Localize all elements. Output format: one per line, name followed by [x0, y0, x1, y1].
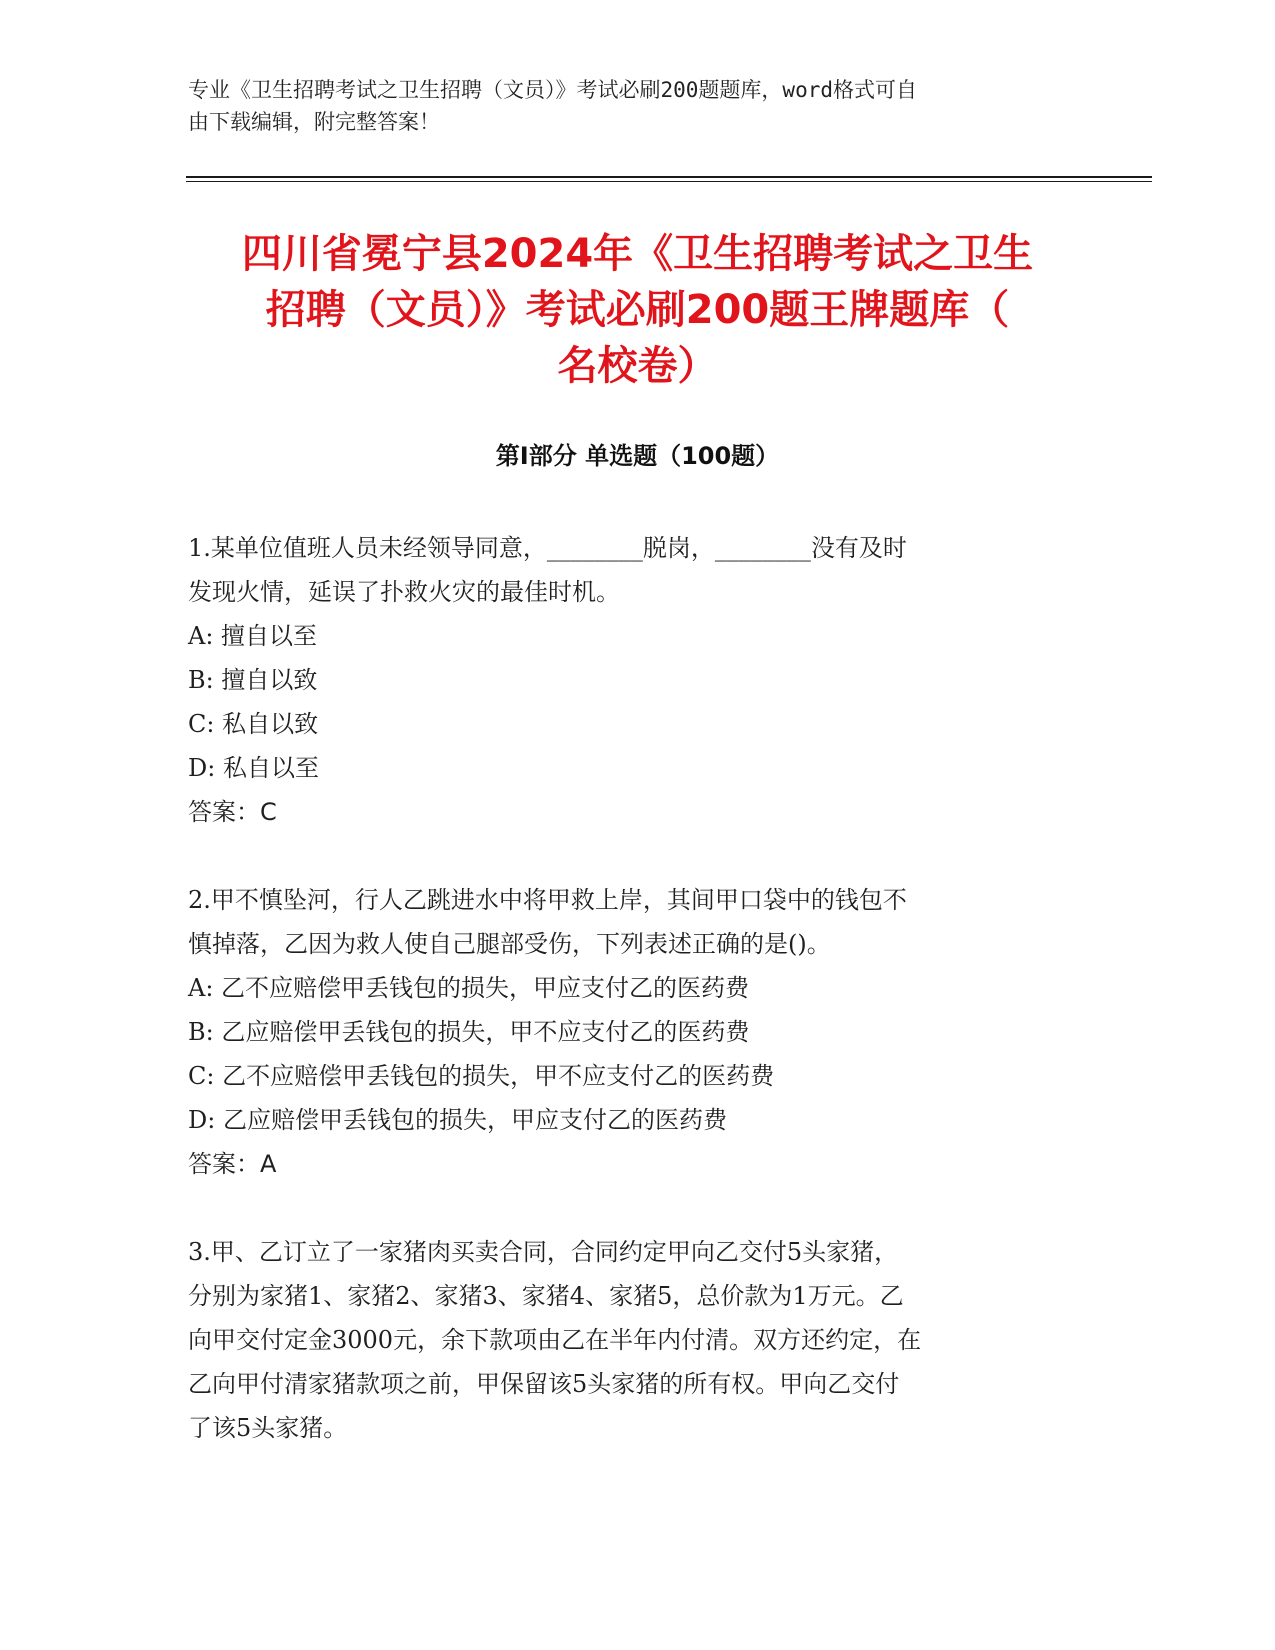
question-stem-line: 2.甲不慎坠河，行人乙跳进水中将甲救上岸，其间甲口袋中的钱包不: [188, 886, 907, 914]
question-stem-line: 分别为家猪1、家猪2、家猪3、家猪4、家猪5，总价款为1万元。乙: [188, 1282, 904, 1310]
header-divider-thick: [186, 176, 1152, 178]
question-list: [188, 526, 1088, 1494]
option-c: C: 乙不应赔偿甲丢钱包的损失，甲不应支付乙的医药费: [188, 1062, 775, 1090]
intro-text: [188, 74, 1088, 138]
option-d: D: 私自以至: [188, 754, 319, 782]
section-heading: 第Ⅰ部分 单选题（100题）: [495, 442, 780, 470]
answer-line: 答案：A: [188, 1150, 277, 1178]
title-line: 招聘（文员）》考试必刷200题王牌题库（: [265, 287, 1010, 333]
title-line: 四川省冕宁县2024年《卫生招聘考试之卫生: [241, 231, 1034, 277]
intro-line: 由下载编辑，附完整答案！: [188, 110, 440, 134]
title-line: 名校卷）: [557, 343, 718, 389]
question-stem-line: 3.甲、乙订立了一家猪肉买卖合同，合同约定甲向乙交付5头家猪，: [188, 1238, 899, 1266]
option-c: C: 私自以致: [188, 710, 319, 738]
option-d: D: 乙应赔偿甲丢钱包的损失，甲应支付乙的医药费: [188, 1106, 727, 1134]
question-stem-line: 乙向甲付清家猪款项之前，甲保留该5头家猪的所有权。甲向乙交付: [188, 1370, 900, 1398]
document-title: [150, 226, 1125, 394]
question-stem-line: 1.某单位值班人员未经领导同意，________脱岗，________没有及时: [188, 534, 907, 562]
option-a: A: 乙不应赔偿甲丢钱包的损失，甲应支付乙的医药费: [188, 974, 750, 1002]
header-divider-thin: [186, 181, 1152, 182]
question-stem-line: 发现火情，延误了扑救火灾的最佳时机。: [188, 578, 620, 606]
intro-line: 专业《卫生招聘考试之卫生招聘（文员）》考试必刷200题题库，word格式可自: [188, 78, 917, 102]
option-b: B: 擅自以致: [188, 666, 318, 694]
question-stem-line: 了该5头家猪。: [188, 1414, 348, 1442]
option-a: A: 擅自以至: [188, 622, 318, 650]
question-3: [188, 1230, 1088, 1450]
question-2: [188, 878, 1088, 1186]
question-stem-line: 慎掉落，乙因为救人使自己腿部受伤，下列表述正确的是()。: [188, 930, 831, 958]
option-b: B: 乙应赔偿甲丢钱包的损失，甲不应支付乙的医药费: [188, 1018, 750, 1046]
question-stem-line: 向甲交付定金3000元，余下款项由乙在半年内付清。双方还约定，在: [188, 1326, 922, 1354]
answer-line: 答案：C: [188, 798, 277, 826]
question-1: [188, 526, 1088, 834]
